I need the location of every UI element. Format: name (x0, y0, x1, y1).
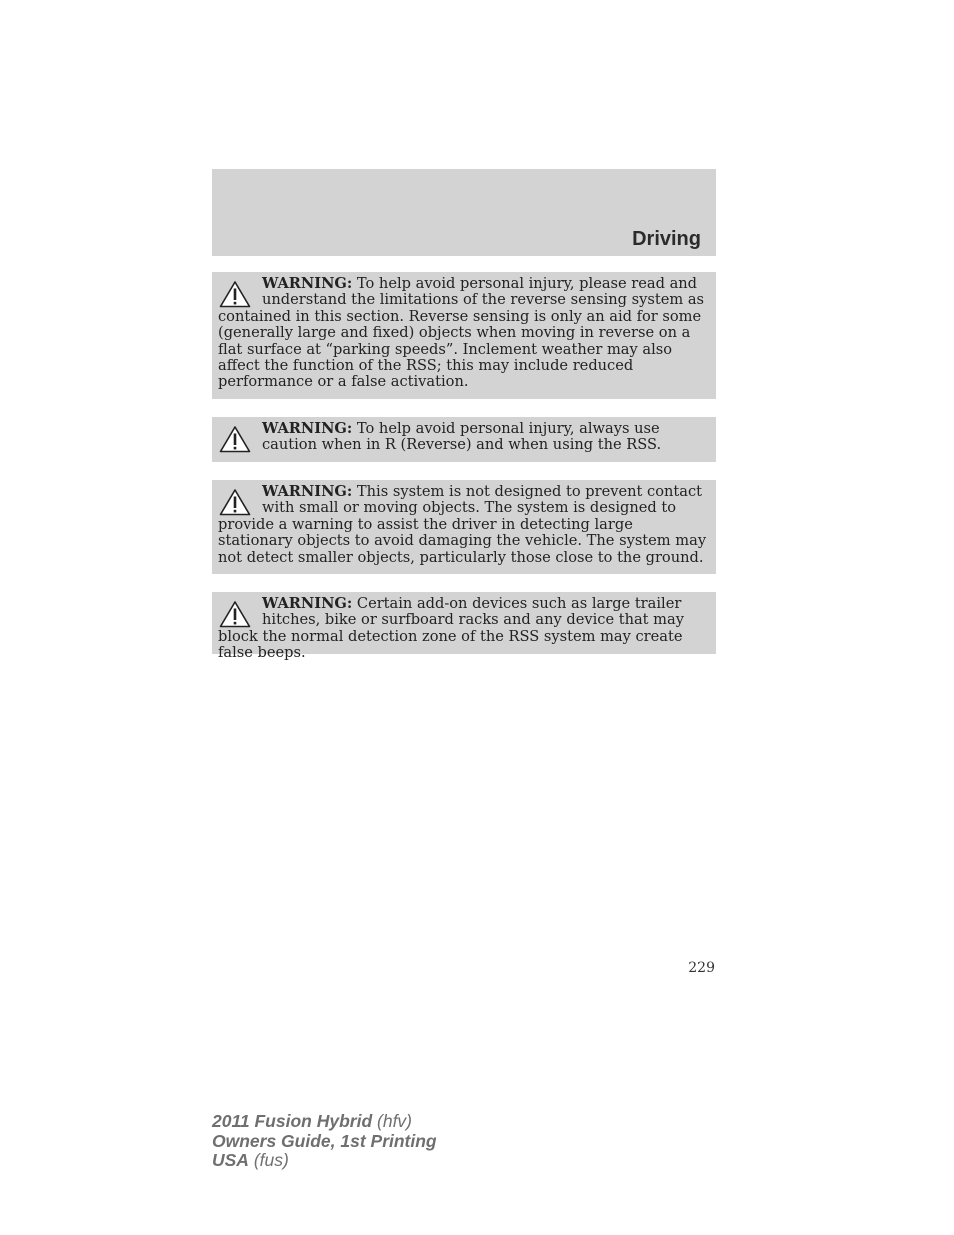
warning-box-2 (212, 417, 716, 462)
warning-text: To help avoid personal injury, please read and understand the limitations of the reverse sensing system as contained in this section. Reverse sensing is only an aid for some (generally large and fixed) objects when moving in reverse on a flat surface at “parking speeds”. Inclement weather may also affect the function of the RSS; this may include reduced performance or a false activation. (218, 275, 705, 391)
warning-label: WARNING: (262, 420, 353, 437)
footer-line-guide: Owners Guide, 1st Printing (212, 1130, 437, 1151)
footer-line-region: USA (fus) (212, 1150, 289, 1170)
warning-box-3 (212, 480, 716, 574)
warning-box-1 (212, 272, 716, 399)
section-header-band (212, 169, 716, 256)
warning-box-4 (212, 592, 716, 662)
page-number: 229 (688, 960, 715, 976)
warning-triangle-icon (219, 600, 251, 628)
warning-text: This system is not designed to prevent contact with small or moving objects. The system is designed to provide a warning to assist the driver in detecting large stationary objects to avoid damaging the vehicle. The system may not detect smaller objects, particularly those close to the ground. (218, 483, 707, 566)
warning-label: WARNING: (262, 595, 353, 612)
warning-label: WARNING: (262, 275, 353, 292)
warning-triangle-icon (219, 425, 251, 453)
warning-triangle-icon (219, 280, 251, 308)
warning-text: Certain add-on devices such as large trailer hitches, bike or surfboard racks and any device that may block the normal detection zone of the RSS system may create false beeps. (218, 595, 684, 662)
warning-triangle-icon (219, 488, 251, 516)
warning-label: WARNING: (262, 483, 353, 500)
document-footer (212, 1112, 437, 1171)
footer-line-model: 2011 Fusion Hybrid (hfv) (212, 1111, 413, 1131)
warning-text: To help avoid personal injury, always use caution when in R (Reverse) and when using the RSS. (262, 420, 662, 454)
section-title: Driving (632, 228, 701, 250)
